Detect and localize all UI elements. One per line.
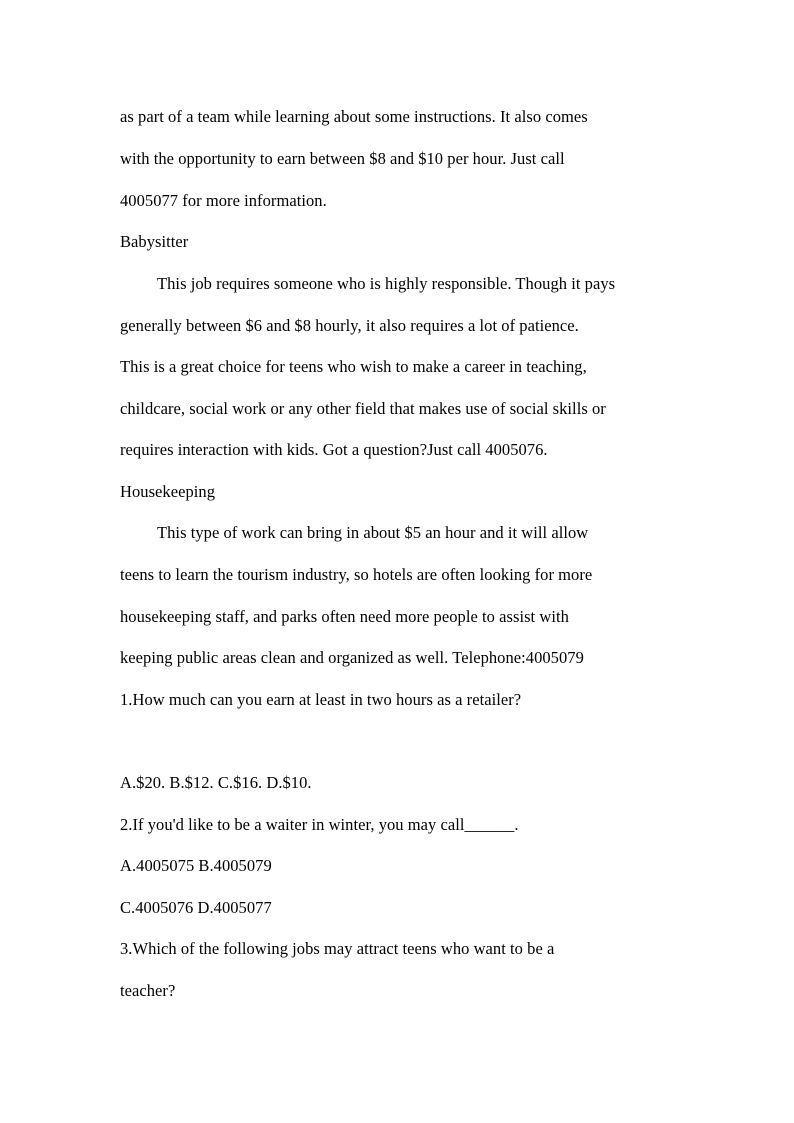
question-2: 2.If you'd like to be a waiter in winter, you may call______.: [120, 815, 519, 834]
paragraph-line: generally between $6 and $8 hourly, it also requires a lot of patience.: [120, 316, 579, 335]
paragraph-line: as part of a team while learning about some instructions. It also comes: [120, 107, 588, 126]
paragraph-line: This job requires someone who is highly responsible. Though it pays: [157, 274, 616, 293]
paragraph-line: housekeeping staff, and parks often need more people to assist with: [120, 607, 569, 626]
paragraph-line: requires interaction with kids. Got a question?Just call 4005076.: [120, 440, 548, 459]
question-1-options: A.$20. B.$12. C.$16. D.$10.: [120, 773, 312, 792]
paragraph-line: childcare, social work or any other field that makes use of social skills or: [120, 399, 606, 418]
question-3: 3.Which of the following jobs may attract teens who want to be a: [120, 939, 555, 958]
paragraph-line: This type of work can bring in about $5 an hour and it will allow: [157, 523, 589, 542]
section-heading-housekeeping: Housekeeping: [120, 482, 215, 501]
paragraph-line: keeping public areas clean and organized as well. Telephone:4005079: [120, 648, 584, 667]
question-2-options-cd: C.4005076 D.4005077: [120, 898, 272, 917]
question-2-options-ab: A.4005075 B.4005079: [120, 856, 272, 875]
paragraph-line: 4005077 for more information.: [120, 191, 327, 210]
question-1: 1.How much can you earn at least in two hours as a retailer?: [120, 690, 522, 709]
paragraph-line: This is a great choice for teens who wish to make a career in teaching,: [120, 357, 587, 376]
paragraph-line: with the opportunity to earn between $8 and $10 per hour. Just call: [120, 149, 565, 168]
paragraph-line: teens to learn the tourism industry, so hotels are often looking for more: [120, 565, 593, 584]
question-3-continued: teacher?: [120, 981, 176, 1000]
section-heading-babysitter: Babysitter: [120, 232, 189, 251]
